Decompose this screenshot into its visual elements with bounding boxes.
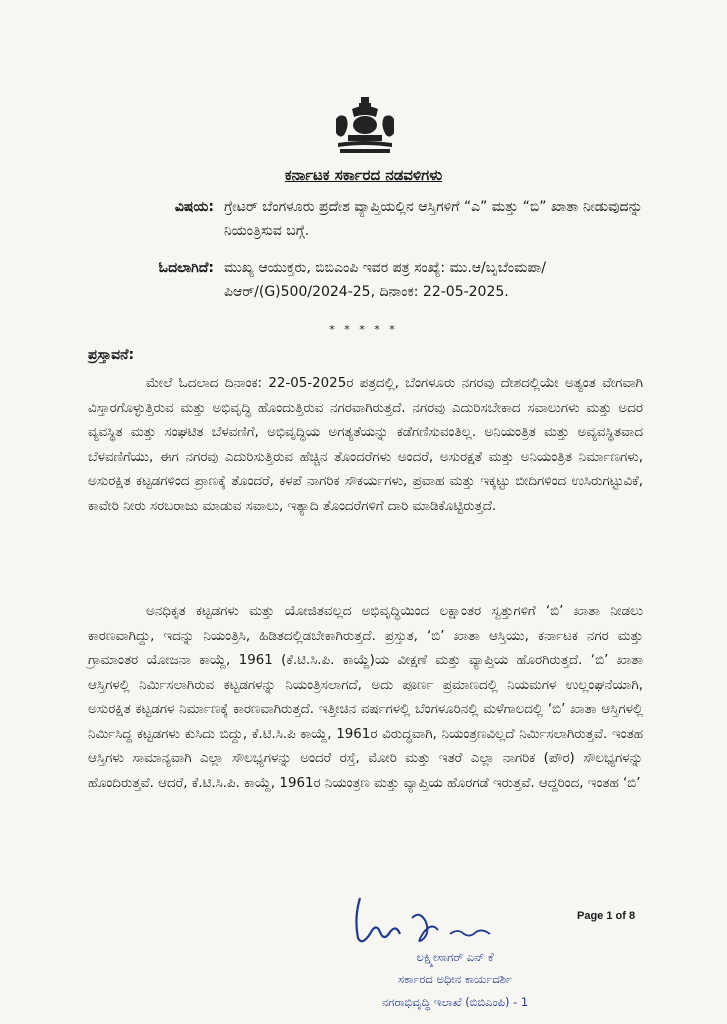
subject-label: ವಿಷಯ: bbox=[174, 199, 214, 215]
signatory-designation: ಸರ್ಕಾರದ ಅಧೀನ ಕಾರ್ಯದರ್ಶಿ bbox=[397, 972, 513, 986]
subject-text: ಗ್ರೇಟರ್ ಬೆಂಗಳೂರು ಪ್ರದೇಶ ವ್ಯಾಪ್ತಿಯಲ್ಲಿನ ಆಸ್ತಿಗಳಿಗೆ “ಎ” ಮತ್ತು “ಬಿ” ಖಾತಾ ನೀಡುವುದನ್ನು ನಿಯಂತ್ರಿಸುವ ಬಗ್ಗೆ. bbox=[224, 199, 643, 239]
signatory-name: ಲಕ್ಷ್ಮೀಸಾಗರ್ ಎನ್ ಕೆ bbox=[416, 950, 494, 964]
section-title: ಪ್ರಸ್ತಾವನೆ: bbox=[88, 347, 135, 363]
handwritten-signature bbox=[340, 888, 515, 958]
document-heading: ಕರ್ನಾಟಕ ಸರ್ಕಾರದ ನಡವಳಿಗಳು bbox=[284, 166, 443, 184]
reference-label: ಓದಲಾಗಿದೆ: bbox=[158, 260, 214, 276]
signatory-department: ನಗರಾಭಿವೃದ್ಧಿ ಇಲಾಖೆ (ಬಿಬಿಎಂಪಿ) - 1 bbox=[381, 995, 529, 1009]
page-number: Page 1 of 8 bbox=[577, 910, 636, 922]
paragraph-1-text: ಮೇಲೆ ಓದಲಾದ ದಿನಾಂಕ: 22-05-2025ರ ಪತ್ರದಲ್ಲಿ, ಬೆಂಗಳೂರು ನಗರವು ದೇಶದಲ್ಲಿಯೇ ಅತ್ಯಂತ ವೇಗವಾಗಿ ವಿಸ್ತಾರಗೊಳ್ಳುತ್ತಿರುವ ಮತ್ತು ಅಭಿವೃದ್ಧಿ ಹೊಂದುತ್ತಿರುವ ನಗರವಾಗಿರುತ್ತದೆ. ನಗರವು ಎದುರಿಸಬೇಕಾದ ಸವಾಲುಗಳು ಮತ್ತು ಅದರ ವ್ಯವಸ್ಥಿತ ಮತ್ತು ಸಂಘಟಿತ ಬೆಳವಣಿಗೆ, ಅಭಿವೃದ್ಧಿಯ ಅಗತ್ಯತೆಯನ್ನು ಕಡೆಗಣಿಸುವಂತಿಲ್ಲ. ಅನಿಯಂತ್ರಿತ ಮತ್ತು ಅವ್ಯವಸ್ಥಿತವಾದ ಬೆಳವಣಿಗೆಯು, ಈಗ ನಗರವು ಎದುರಿಸುತ್ತಿರುವ ಹೆಚ್ಚಿನ ತೊಂದರೆಗಳು ಅಂದರೆ, ಅಸುರಕ್ಷತೆ ಮತ್ತು ಅನಿಯಂತ್ರಿತ ನಿರ್ಮಾಣಗಳು, ಅಸುರಕ್ಷಿತ ಕಟ್ಟಡಗಳಿಂದ ಪ್ರಾಣಕ್ಕೆ ತೊಂದರೆ, ಕಳಪೆ ನಾಗರಿಕ ಸೌಕರ್ಯಗಳು, ಪ್ರವಾಹ ಮತ್ತು ಇಕ್ಕಟ್ಟು ಬೀದಿಗಳಿಂದ ಉಸಿರುಗಟ್ಟುವಿಕೆ, ಕಾವೇರಿ ನೀರು ಸರಬರಾಜು ಮಾಡುವ ಸವಾಲು, ಇತ್ಯಾದಿ ತೊಂದರೆಗಳಿಗೆ ದಾರಿ ಮಾಡಿಕೊಟ್ಟಿರುತ್ತದೆ. bbox=[88, 376, 643, 514]
reference-text: ಮುಖ್ಯ ಆಯುಕ್ತರು, ಬಿಬಿಎಂಪಿ ಇವರ ಪತ್ರ ಸಂಖ್ಯೆ: ಮು.ಆ/ಬೃಬೆಂಮಪಾ/ಪಿಆರ್/(G)500/2024-25, ದಿನಾಂಕ: 22-05-2025. bbox=[224, 260, 547, 300]
paragraph-2 bbox=[88, 600, 643, 796]
separator: * * * * * bbox=[329, 323, 398, 336]
paragraph-1 bbox=[88, 372, 643, 519]
paragraph-2-text: ಅನಧಿಕೃತ ಕಟ್ಟಡಗಳು ಮತ್ತು ಯೋಜಿತವಲ್ಲದ ಅಭಿವೃದ್ಧಿಯಿಂದ ಲಕ್ಷಾಂತರ ಸ್ವತ್ತುಗಳಿಗೆ ‘ಬಿ’ ಖಾತಾ ನೀಡಲು ಕಾರಣವಾಗಿದ್ದು, ಇದನ್ನು ನಿಯಂತ್ರಿಸಿ, ಹಿಡಿತದಲ್ಲಿಡಬೇಕಾಗಿರುತ್ತದೆ. ಪ್ರಸ್ತುತ, ‘ಬಿ’ ಖಾತಾ ಆಸ್ತಿಯು, ಕರ್ನಾಟಕ ನಗರ ಮತ್ತು ಗ್ರಾಮಾಂತರ ಯೋಜನಾ ಕಾಯ್ದೆ, 1961 (ಕೆ.ಟಿ.ಸಿ.ಪಿ. ಕಾಯ್ದೆ)ಯ ವೀಕ್ಷಣೆ ಮತ್ತು ವ್ಯಾಪ್ತಿಯ ಹೊರಗಿರುತ್ತದೆ. ‘ಬಿ’ ಖಾತಾ ಆಸ್ತಿಗಳಲ್ಲಿ ನಿರ್ಮಿಸಲಾಗಿರುವ ಕಟ್ಟಡಗಳನ್ನು ನಿಯಂತ್ರಿಸಲಾಗದೆ, ಅದು ಪೂರ್ಣ ಪ್ರಮಾಣದಲ್ಲಿ ನಿಯಮಗಳ ಉಲ್ಲಂಘನೆಯಾಗಿ, ಅಸುರಕ್ಷಿತ ಕಟ್ಟಡಗಳ ನಿರ್ಮಾಣಕ್ಕೆ ಕಾರಣವಾಗಿರುತ್ತದೆ. ಇತ್ತೀಚಿನ ವರ್ಷಗಳಲ್ಲಿ ಬೆಂಗಳೂರಿನಲ್ಲಿ ಮಳೆಗಾಲದಲ್ಲಿ ‘ಬಿ’ ಖಾತಾ ಆಸ್ತಿಗಳಲ್ಲಿ ನಿರ್ಮಿಸಿದ್ದ ಕಟ್ಟಡಗಳು ಕುಸಿದು ಬಿದ್ದು, ಕೆ.ಟಿ.ಸಿ.ಪಿ ಕಾಯ್ದೆ, 1961ರ ವಿರುದ್ಧವಾಗಿ, ನಿಯಂತ್ರಣವಿಲ್ಲದೆ ನಿರ್ಮಿಸಲಾಗಿರುತ್ತವೆ. ಇಂತಹ ಆಸ್ತಿಗಳು ಸಾಮಾನ್ಯವಾಗಿ ಎಲ್ಲಾ ಸೌಲಭ್ಯಗಳನ್ನು ಅಂದರೆ ರಸ್ತೆ, ಮೋರಿ ಮತ್ತು ಇತರೆ ಎಲ್ಲಾ ನಾಗರಿಕ (ಪೌರ) ಸೌಲಭ್ಯಗಳನ್ನು ಹೊಂದಿರುತ್ತವೆ. ಆದರೆ, ಕೆ.ಟಿ.ಸಿ.ಪಿ. ಕಾಯ್ದೆ, 1961ರ ನಿಯಂತ್ರಣ ಮತ್ತು ವ್ಯಾಪ್ತಿಯ ಹೊರಗಡೆ ಇರುತ್ತವೆ. ಆದ್ದರಿಂದ, ಇಂತಹ ‘ಬಿ’ bbox=[88, 604, 643, 791]
karnataka-emblem-icon bbox=[330, 95, 400, 157]
